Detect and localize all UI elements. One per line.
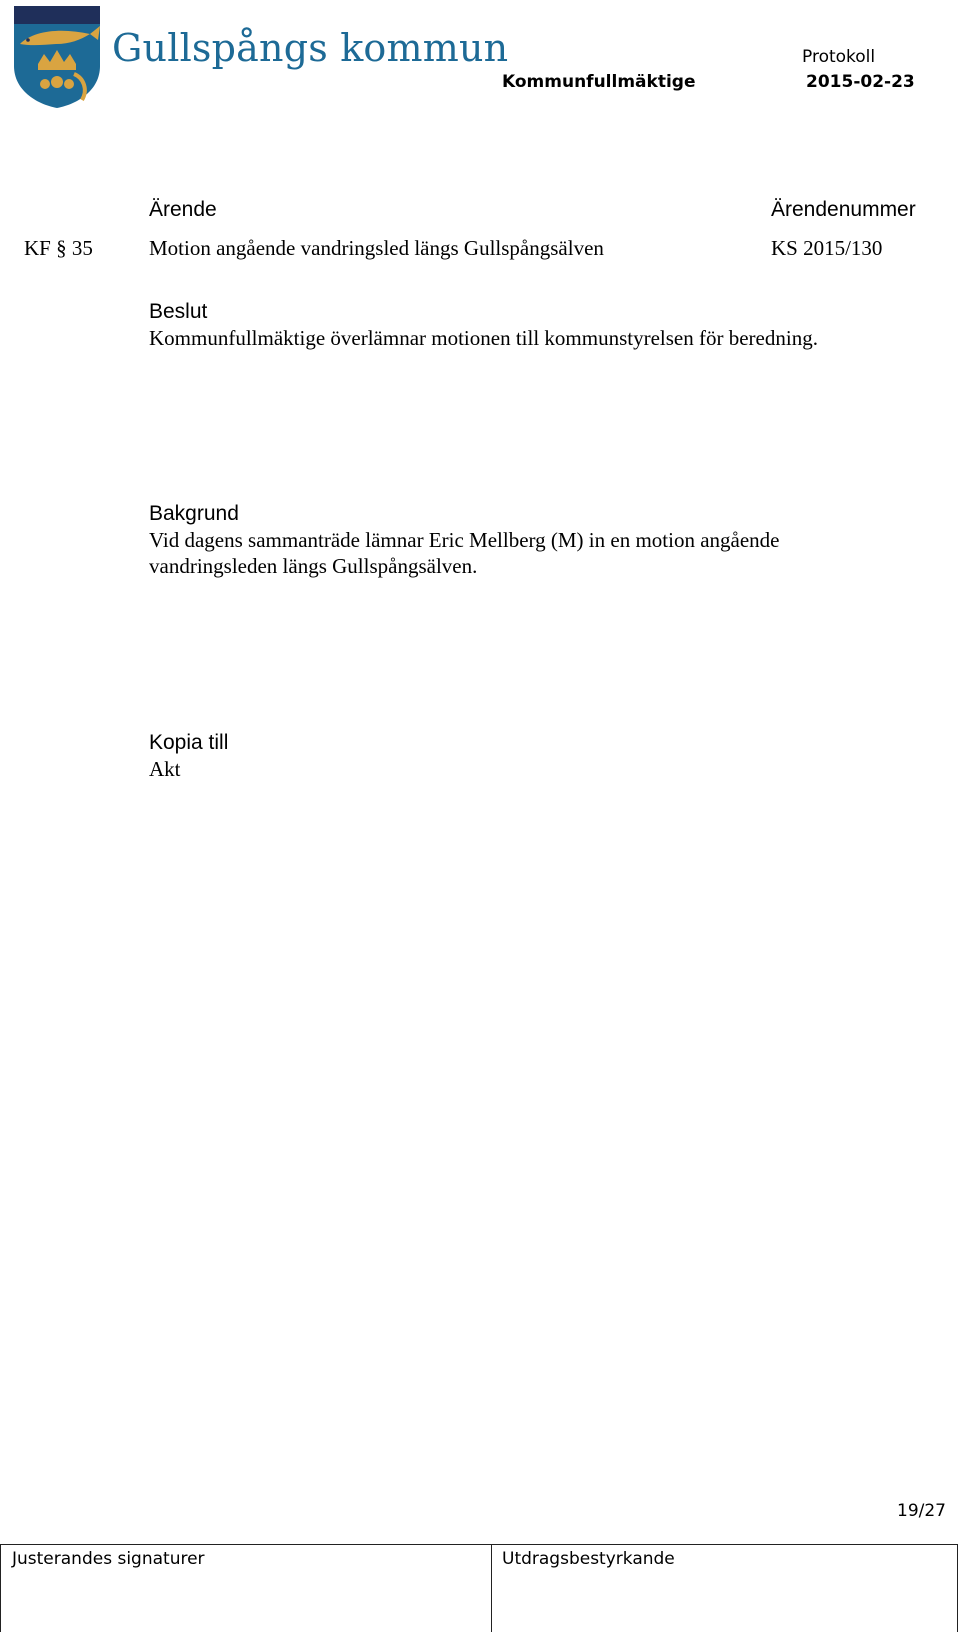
decision-heading: Beslut (149, 300, 208, 323)
case-number: KS 2015/130 (771, 236, 883, 260)
meeting-body: Kommunfullmäktige (502, 72, 696, 92)
signature-divider (491, 1544, 492, 1632)
decision-text: Kommunfullmäktige överlämnar motionen till kommunstyrelsen för beredning. (149, 326, 818, 350)
paragraph-number: KF § 35 (24, 236, 93, 260)
copy-to-heading: Kopia till (149, 731, 229, 754)
municipality-coat-of-arms-icon (12, 4, 102, 110)
case-number-label: Ärendenummer (771, 198, 916, 221)
signatures-label: Justerandes signaturer (12, 1549, 205, 1569)
copy-to-recipient: Akt (149, 757, 181, 781)
case-title: Motion angående vandringsled längs Gullspångsälven (149, 236, 604, 260)
meeting-date: 2015-02-23 (806, 72, 915, 92)
document-type: Protokoll (802, 47, 876, 67)
background-line: Vid dagens sammanträde lämnar Eric Mellberg (M) in en motion angående (149, 528, 780, 552)
extract-certification-label: Utdragsbestyrkande (502, 1549, 675, 1569)
case-heading-label: Ärende (149, 198, 217, 221)
municipality-name-logo: Gullspångs kommun (112, 26, 509, 70)
page-number: 19/27 (897, 1501, 946, 1521)
background-line: vandringsleden längs Gullspångsälven. (149, 554, 478, 578)
background-heading: Bakgrund (149, 502, 239, 525)
